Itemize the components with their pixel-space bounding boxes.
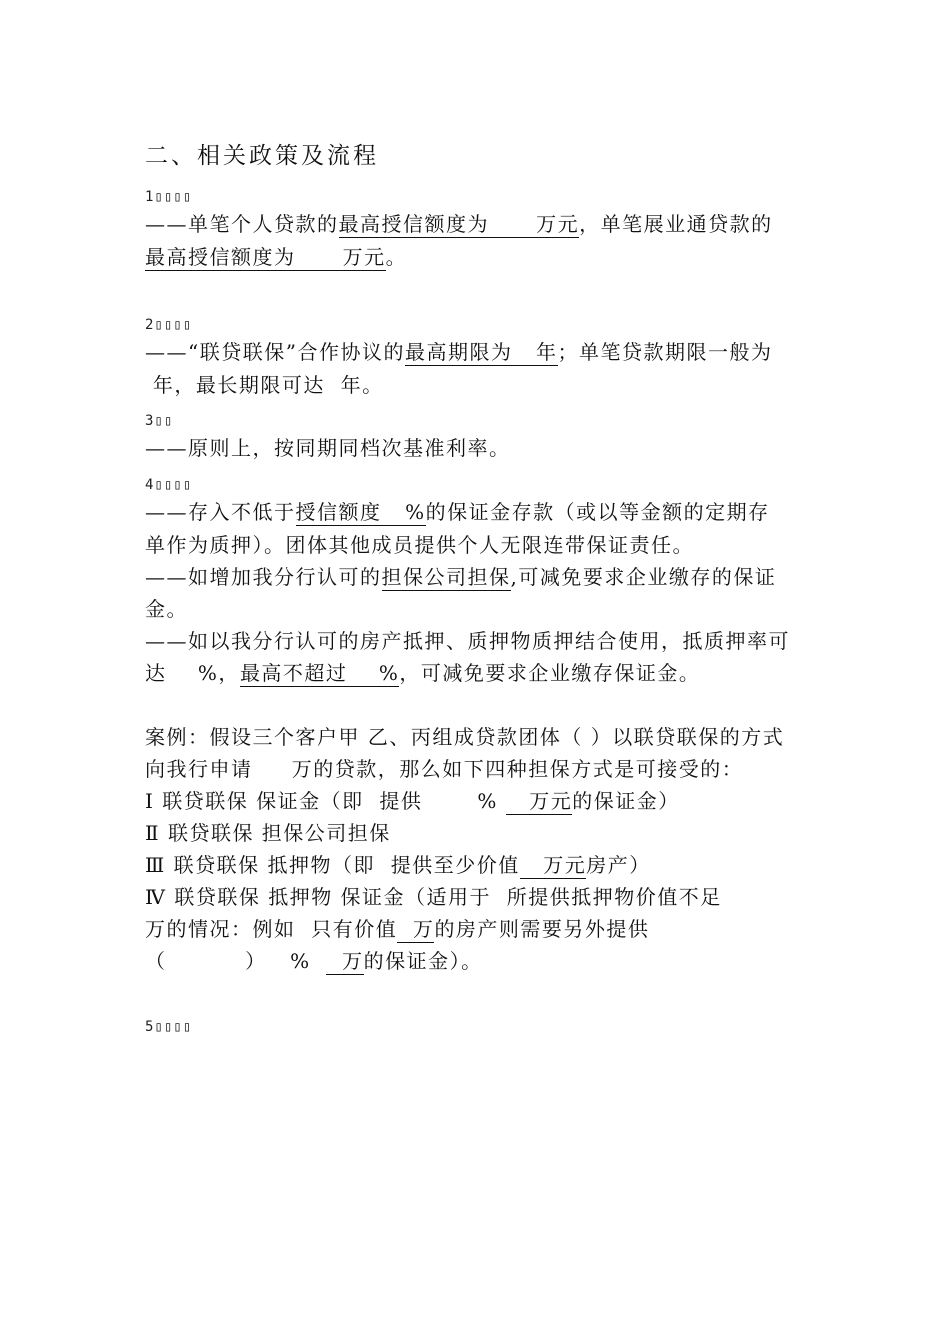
case-option-3: [145, 851, 651, 879]
s1-blank-personal-limit: 最高授信额度为 万元: [338, 212, 580, 236]
case-text: 的保证金）。: [363, 949, 483, 973]
item-number-5: 5▯▯▯▯: [145, 1019, 193, 1035]
item-number-2: 2▯▯▯▯: [145, 317, 193, 333]
s4-line-4: 金。: [145, 597, 188, 621]
s2-blank-agreement-term: 最高期限为 年: [404, 340, 558, 364]
s4-line-6: [145, 659, 700, 687]
s4-text: 达 %，: [145, 661, 240, 685]
item-number-4: 4▯▯▯▯: [145, 477, 193, 493]
case-blank-property-value: 万元: [519, 853, 587, 877]
case-blank-deposit-amount: 万元: [505, 789, 573, 813]
s1-line-1: [145, 210, 773, 238]
s2-line-1: [145, 338, 773, 366]
case-option-4-cont-2: [145, 947, 483, 975]
case-text: 万的情况：例如 只有价值: [145, 917, 398, 941]
item-number-3: 3▯▯: [145, 413, 174, 429]
s4-line-1: [145, 498, 770, 526]
case-blank-extra-deposit: 万: [326, 949, 364, 973]
s4-guarantee-company: 担保公司担保: [381, 565, 511, 589]
s2-text: ——“联贷联保”合作协议的: [145, 340, 405, 364]
s3-line-1: ——原则上，按同期同档次基准利率。: [145, 436, 511, 460]
s4-line-3: [145, 563, 776, 591]
s4-line-2: 单作为质押）。团体其他成员提供个人无限连带保证责任。: [145, 533, 694, 557]
s4-text: ——如增加我分行认可的: [145, 565, 382, 589]
case-text: Ⅲ 联贷联保 抵押物（即 提供至少价值: [145, 853, 520, 877]
s4-line-5: ——如以我分行认可的房产抵押、质押物质押结合使用，抵质押率可: [145, 629, 790, 653]
s4-text: 的保证金存款（或以等金额的定期存: [425, 500, 770, 524]
s4-text: ,可减免要求企业缴存的保证: [510, 565, 777, 589]
s1-text: 。: [385, 245, 408, 269]
s4-text: ——存入不低于: [145, 500, 296, 524]
case-text: Ⅰ 联贷联保 保证金（即 提供 %: [145, 789, 506, 813]
s4-text: ，可减免要求企业缴存保证金。: [399, 661, 701, 685]
s4-blank-deposit-ratio: 授信额度 %: [295, 500, 426, 524]
case-option-2: Ⅱ 联贷联保 担保公司担保: [145, 821, 391, 845]
case-blank-property-amount: 万: [397, 917, 435, 941]
s1-text: ，单笔展业通贷款的: [579, 212, 773, 236]
case-text: 的保证金）: [572, 789, 680, 813]
item-number-1: 1▯▯▯▯: [145, 189, 193, 205]
s1-blank-zhanyetong-limit: 最高授信额度为 万元: [145, 245, 386, 269]
case-text: 房产）: [586, 853, 651, 877]
case-option-4: Ⅳ 联贷联保 抵押物 保证金（适用于 所提供抵押物价值不足: [145, 885, 722, 909]
s1-text: ——单笔个人贷款的: [145, 212, 339, 236]
case-option-4-cont-1: [145, 915, 649, 943]
s1-line-2: [145, 243, 407, 271]
case-line-1: 案例：假设三个客户甲 乙、丙组成贷款团体（ ）以联贷联保的方式: [145, 725, 785, 749]
case-line-2: 向我行申请 万的贷款，那么如下四种担保方式是可接受的：: [145, 757, 744, 781]
section-heading: 二、相关政策及流程: [145, 143, 379, 169]
s2-line-2: 年，最长期限可达 年。: [145, 373, 384, 397]
case-text: 的房产则需要另外提供: [434, 917, 650, 941]
case-text: （ ） %: [145, 949, 327, 973]
s4-blank-max-ratio: 最高不超过 %: [239, 661, 400, 685]
s2-text: ；单笔贷款期限一般为: [557, 340, 773, 364]
case-option-1: [145, 787, 680, 815]
